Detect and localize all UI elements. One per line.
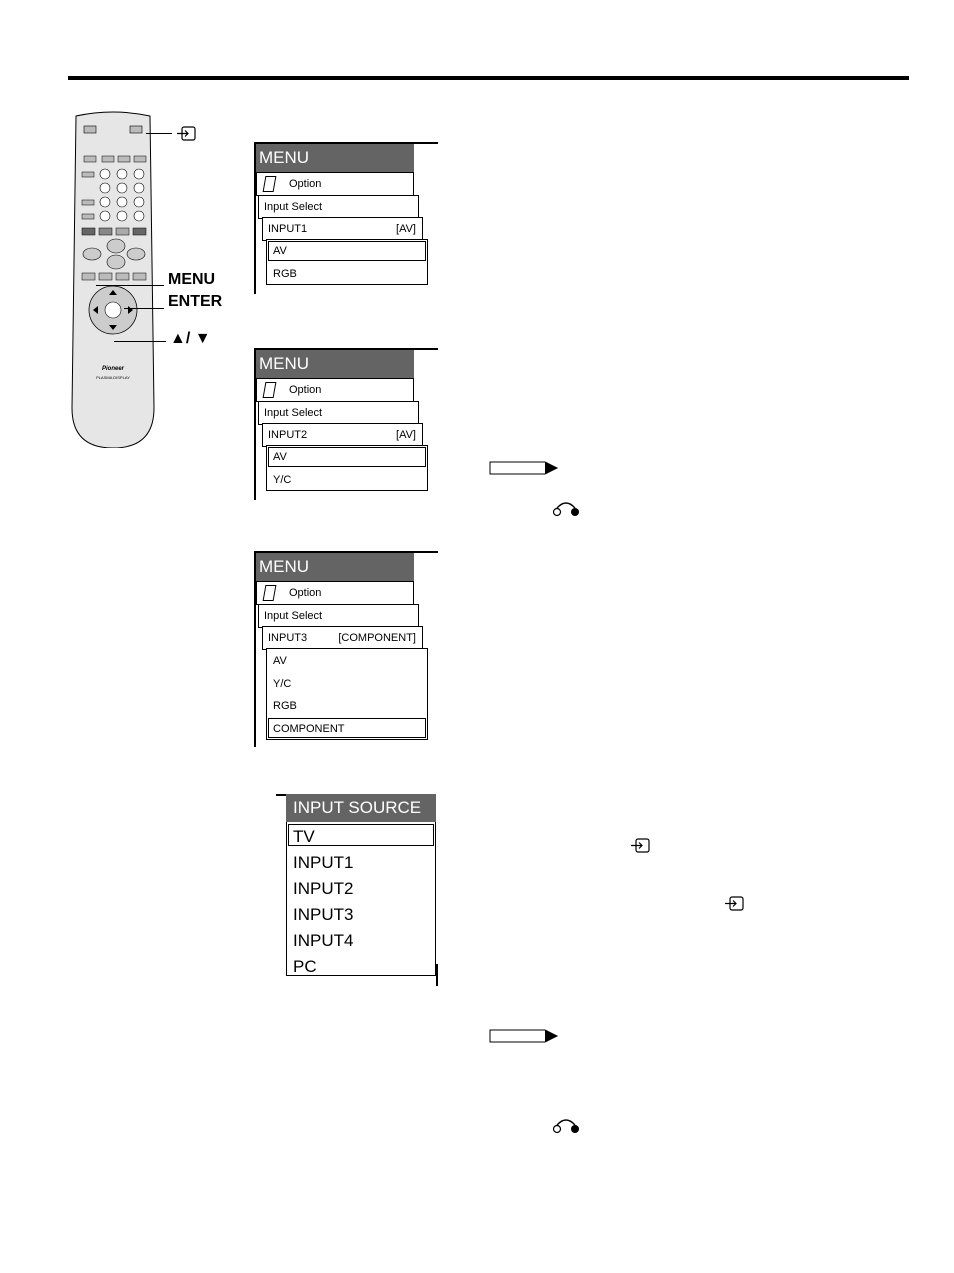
menu-option-row: Option	[256, 378, 414, 402]
option-item: AV	[273, 451, 287, 463]
return-icon	[552, 1117, 580, 1135]
option-item: RGB	[273, 268, 297, 280]
input-name-row: INPUT2 [AV]	[262, 423, 423, 447]
input-name-row: INPUT3 [COMPONENT]	[262, 626, 423, 650]
note-arrow-icon	[489, 461, 559, 475]
input-source-panel	[276, 794, 438, 986]
source-item-input4: INPUT4	[293, 931, 354, 950]
svg-text:Pioneer: Pioneer	[101, 366, 125, 372]
source-item-input3: INPUT3	[293, 905, 354, 924]
option-icon	[263, 176, 277, 192]
menu-panel-input2	[254, 348, 444, 500]
input-select-row: Input Select	[258, 401, 419, 425]
input-button-leader	[146, 133, 172, 134]
option-icon	[263, 382, 277, 398]
updown-buttons-leader	[114, 341, 166, 342]
option-item: Y/C	[273, 474, 292, 486]
menu-title: MENU	[256, 350, 414, 378]
option-item: COMPONENT	[273, 723, 345, 735]
remote-control-illustration	[70, 108, 156, 448]
source-item-tv: TV	[293, 827, 315, 846]
input-switch-icon	[630, 838, 650, 853]
input-switch-icon	[176, 126, 196, 141]
return-icon	[552, 500, 580, 518]
source-item-pc: PC	[293, 957, 317, 976]
menu-title: MENU	[256, 144, 414, 172]
option-item: AV	[273, 245, 287, 257]
updown-buttons-label: ▲/ ▼	[170, 330, 211, 347]
option-item: AV	[273, 655, 287, 667]
input-select-row: Input Select	[258, 195, 419, 219]
menu-button-label: MENU	[168, 271, 216, 288]
page-top-rule	[68, 76, 909, 80]
note-arrow-icon	[489, 1029, 559, 1043]
menu-panel-input1	[254, 142, 444, 294]
selected-option-box	[268, 241, 426, 261]
selected-option-box	[268, 447, 426, 467]
svg-text:PLASMA DISPLAY: PLASMA DISPLAY	[96, 375, 130, 380]
menu-panel-input3	[254, 551, 444, 747]
menu-option-row: Option	[256, 172, 414, 196]
input-source-title: INPUT SOURCE	[286, 794, 436, 822]
input-switch-icon	[724, 896, 744, 911]
option-item: Y/C	[273, 678, 292, 690]
enter-button-leader	[124, 308, 164, 309]
input-name-row: INPUT1 [AV]	[262, 217, 423, 241]
menu-option-row: Option	[256, 581, 414, 605]
input-select-row: Input Select	[258, 604, 419, 628]
source-item-input2: INPUT2	[293, 879, 354, 898]
menu-button-leader	[96, 285, 164, 286]
menu-title: MENU	[256, 553, 414, 581]
enter-button-label: ENTER	[168, 293, 223, 310]
option-icon	[263, 585, 277, 601]
source-item-input1: INPUT1	[293, 853, 354, 872]
option-item: RGB	[273, 700, 297, 712]
